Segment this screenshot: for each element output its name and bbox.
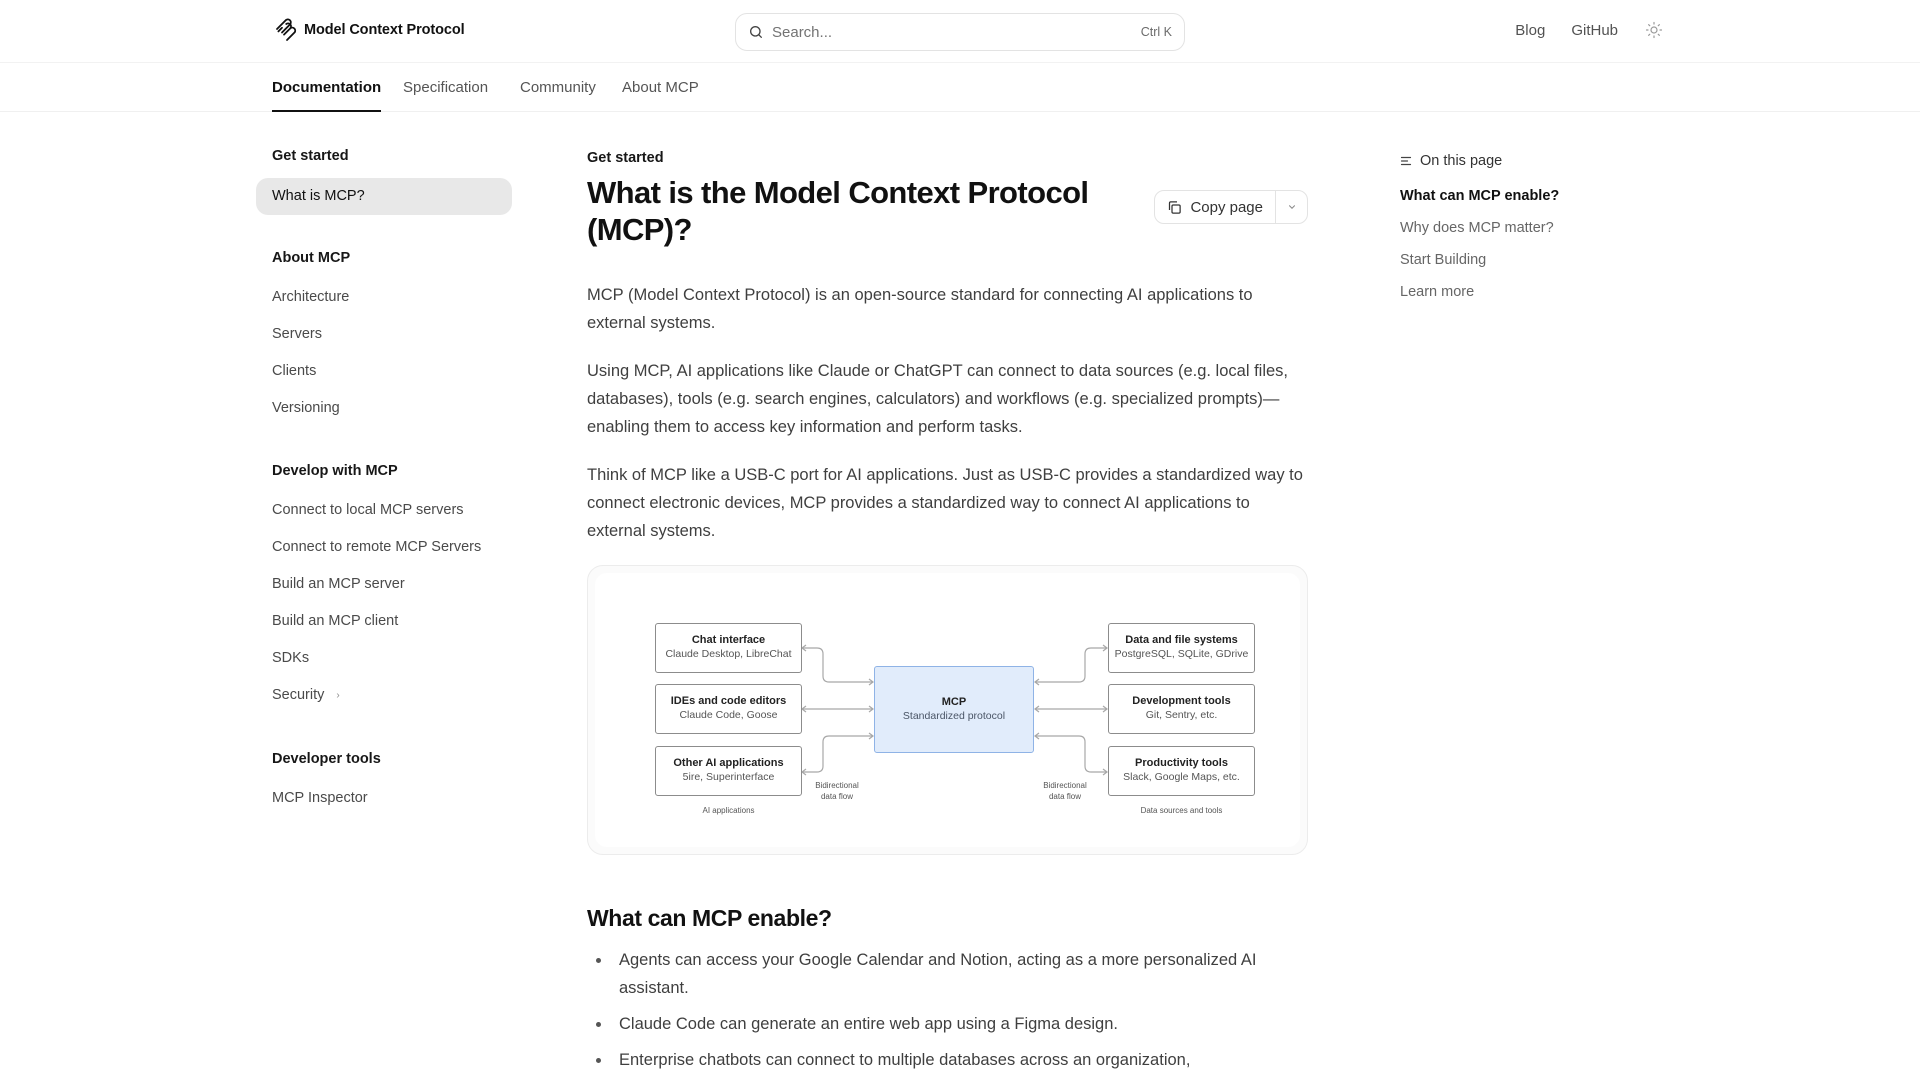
toc-heading-label: On this page xyxy=(1420,153,1503,169)
sidebar-group-developer-tools: Developer tools xyxy=(272,751,381,767)
blog-link[interactable]: Blog xyxy=(1515,21,1546,39)
copy-page-dropdown-button[interactable] xyxy=(1275,191,1307,223)
diagram-box-mcp xyxy=(874,666,1034,753)
diagram-box-title: IDEs and code editors xyxy=(670,695,787,707)
usb-c-paragraph: Think of MCP like a USB-C port for AI applications. Just as USB-C provides a standardized way to connect electronic devices, MCP provides a standardized way to connect AI applications to external systems. xyxy=(587,466,1303,540)
diagram-box-chat-interface xyxy=(655,623,802,673)
tab-specification[interactable]: Specification xyxy=(403,79,489,96)
sidebar-item-build-client[interactable] xyxy=(256,603,512,640)
toc-item-start-building[interactable]: Start Building xyxy=(1400,252,1487,268)
diagram-box-other-ai xyxy=(655,746,802,796)
site-logo-link[interactable] xyxy=(274,18,465,42)
copy-page-control xyxy=(1154,190,1308,224)
sidebar-item-label: Versioning xyxy=(272,400,340,416)
copy-icon xyxy=(1167,200,1182,215)
on-this-page-toc xyxy=(1400,153,1640,301)
chevron-right-icon: › xyxy=(336,690,340,701)
mcp-logo-icon xyxy=(274,18,298,42)
diagram-box-title: Data and file systems xyxy=(1125,634,1238,646)
sidebar-item-security[interactable] xyxy=(256,677,512,714)
tab-community[interactable]: Community xyxy=(520,79,596,96)
flow-label-line: Bidirectional xyxy=(1043,781,1087,790)
intro-paragraph: MCP (Model Context Protocol) is an open-source standard for connecting AI applications to external systems. xyxy=(587,286,1253,332)
diagram-box-title: Development tools xyxy=(1132,695,1231,707)
section-heading-what-can-mcp-enable: What can MCP enable? xyxy=(587,905,832,931)
diagram-box-ides xyxy=(655,684,802,734)
diagram-box-subtitle: PostgreSQL, SQLite, GDrive xyxy=(1114,648,1249,660)
architecture-diagram xyxy=(595,573,1300,847)
diagram-box-title: Chat interface xyxy=(691,634,766,646)
sidebar-item-label: Connect to local MCP servers xyxy=(272,502,464,518)
flow-label-line: data flow xyxy=(820,792,854,801)
sidebar-item-label: Servers xyxy=(272,326,322,342)
enable-bullet-list xyxy=(587,946,1308,1074)
sun-icon xyxy=(1645,21,1663,39)
theme-toggle-button[interactable] xyxy=(1644,20,1664,40)
diagram-caption-right: Data sources and tools xyxy=(1140,806,1223,815)
sidebar-item-connect-local[interactable] xyxy=(256,492,512,529)
search-input[interactable] xyxy=(735,13,1185,51)
sidebar-item-label: Architecture xyxy=(272,289,350,305)
sidebar-item-label: MCP Inspector xyxy=(272,790,368,806)
sidebar-group-get-started: Get started xyxy=(272,148,349,164)
github-link[interactable]: GitHub xyxy=(1571,21,1618,39)
page-title: What is the Model Context Protocol (MCP)? xyxy=(587,175,1089,247)
copy-page-button[interactable] xyxy=(1155,191,1275,223)
top-header xyxy=(0,0,1920,63)
diagram-box-productivity-tools xyxy=(1108,746,1255,796)
sidebar-group-about-mcp: About MCP xyxy=(272,250,351,266)
title-row xyxy=(587,174,1308,248)
diagram-box-subtitle: Git, Sentry, etc. xyxy=(1145,709,1218,721)
site-title: Model Context Protocol xyxy=(304,22,465,38)
copy-page-label: Copy page xyxy=(1190,198,1263,216)
flow-label-line: data flow xyxy=(1048,792,1082,801)
search-icon xyxy=(748,24,764,40)
sidebar-item-mcp-inspector[interactable] xyxy=(256,780,512,817)
diagram-box-data-file-systems xyxy=(1108,623,1255,673)
tab-about-mcp[interactable]: About MCP xyxy=(622,79,699,96)
diagram-box-subtitle: 5ire, Superinterface xyxy=(682,771,775,783)
toc-item-learn-more[interactable]: Learn more xyxy=(1400,284,1475,300)
diagram-box-subtitle: Claude Code, Goose xyxy=(679,709,778,721)
diagram-box-title: Other AI applications xyxy=(673,757,784,769)
diagram-box-title: Productivity tools xyxy=(1135,757,1228,769)
diagram-flow-label-right xyxy=(1035,780,1095,802)
chevron-down-icon xyxy=(1287,202,1297,212)
diagram-box-subtitle: Claude Desktop, LibreChat xyxy=(665,648,792,660)
main-content xyxy=(587,150,1308,1080)
toc-item-why-does-mcp-matter[interactable]: Why does MCP matter? xyxy=(1400,220,1554,236)
tab-documentation[interactable]: Documentation xyxy=(272,63,381,112)
list-icon xyxy=(1400,155,1412,167)
sidebar-group-develop-with-mcp: Develop with MCP xyxy=(272,463,398,479)
toc-item-what-can-mcp-enable[interactable]: What can MCP enable? xyxy=(1400,188,1560,204)
diagram-caption-left: AI applications xyxy=(702,806,755,815)
sidebar-item-servers[interactable] xyxy=(256,316,512,353)
diagram-box-development-tools xyxy=(1108,684,1255,734)
list-item: Enterprise chatbots can connect to multiple databases across an organization, xyxy=(587,1046,1308,1074)
sidebar-item-label: Clients xyxy=(272,363,317,379)
sidebar-item-label: Build an MCP server xyxy=(272,576,405,592)
sidebar-item-connect-remote[interactable] xyxy=(256,529,512,566)
search-placeholder: Search... xyxy=(772,23,833,41)
diagram-box-subtitle: Slack, Google Maps, etc. xyxy=(1123,771,1240,783)
sidebar-item-label: Security xyxy=(272,687,325,703)
sidebar-item-build-server[interactable] xyxy=(256,566,512,603)
architecture-diagram-frame xyxy=(587,565,1308,855)
usage-paragraph: Using MCP, AI applications like Claude or ChatGPT can connect to data sources (e.g. local files, databases), tools (e.g. search engines, calculators) and workflows (e.g. specialized prompts)—enabling them to access key information and perform tasks. xyxy=(587,362,1289,436)
sidebar-item-label: Connect to remote MCP Servers xyxy=(272,539,482,555)
flow-label-line: Bidirectional xyxy=(815,781,859,790)
diagram-box-title: MCP xyxy=(941,696,967,708)
sidebar-item-what-is-mcp[interactable] xyxy=(256,178,512,215)
header-links xyxy=(1515,20,1664,40)
list-item: Claude Code can generate an entire web app using a Figma design. xyxy=(587,1010,1308,1038)
sidebar-item-label: SDKs xyxy=(272,650,310,666)
diagram-box-subtitle: Standardized protocol xyxy=(902,710,1006,722)
list-item: Agents can access your Google Calendar and Notion, acting as a more personalized AI assistant. xyxy=(587,946,1308,1002)
sidebar-item-sdks[interactable] xyxy=(256,640,512,677)
toc-heading xyxy=(1400,153,1640,169)
nav-tabs xyxy=(0,63,1920,112)
sidebar-item-clients[interactable] xyxy=(256,353,512,390)
sidebar-item-label: What is MCP? xyxy=(272,188,365,204)
sidebar-item-label: Build an MCP client xyxy=(272,613,399,629)
sidebar-item-architecture[interactable] xyxy=(256,279,512,316)
breadcrumb-section: Get started xyxy=(587,150,664,166)
diagram-flow-label-left xyxy=(807,780,867,802)
sidebar-item-versioning[interactable] xyxy=(256,390,512,427)
search-shortcut: Ctrl K xyxy=(1140,25,1172,39)
